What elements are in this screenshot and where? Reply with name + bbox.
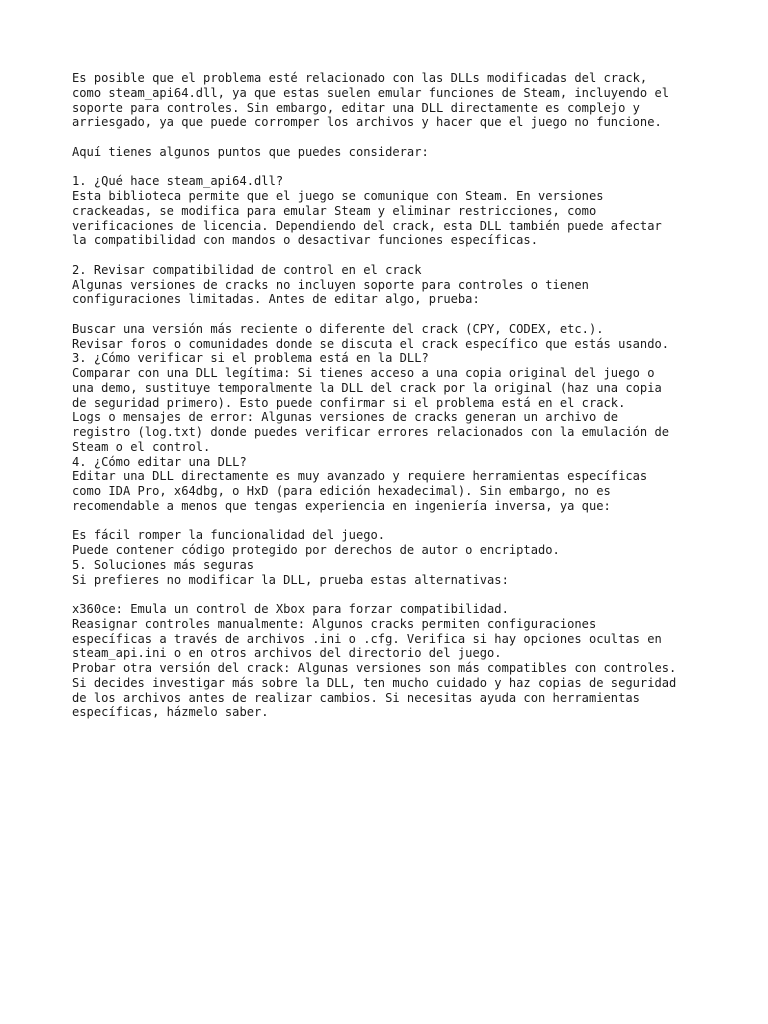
blank-line <box>72 514 722 529</box>
text-line: recomendable a menos que tengas experiencia en ingeniería inversa, ya que: <box>72 498 611 513</box>
text-line: 1. ¿Qué hace steam_api64.dll? <box>72 174 284 189</box>
text-line: crackeadas, se modifica para emular Steam y eliminar restricciones, como <box>72 203 597 218</box>
paragraph <box>72 263 722 307</box>
text-line: registro (log.txt) donde puedes verificar errores relacionados con la emulación de <box>72 425 670 439</box>
text-line: como steam_api64.dll, ya que estas suelen emular funciones de Steam, incluyendo el <box>72 85 670 100</box>
paragraph <box>72 602 722 720</box>
text-line: Probar otra versión del crack: Algunas versiones son más compatibles con controles. <box>72 661 677 675</box>
text-line: Editar una DLL directamente es muy avanzado y requiere herramientas específicas <box>72 469 648 484</box>
blank-line <box>72 130 722 145</box>
text-line: 3. ¿Cómo verificar si el problema está en la DLL? <box>72 351 429 366</box>
text-line: 5. Soluciones más seguras <box>72 557 255 572</box>
text-line: Puede contener código protegido por derechos de autor o encriptado. <box>72 543 560 557</box>
document-body <box>72 71 722 720</box>
text-line: como IDA Pro, x64dbg, o HxD (para edición hexadecimal). Sin embargo, no es <box>72 484 611 498</box>
text-line: específicas, házmelo saber. <box>72 705 269 720</box>
text-line: específicas a través de archivos .ini o .cfg. Verifica si hay opciones ocultas en <box>72 631 662 646</box>
paragraph <box>72 174 722 248</box>
text-line: una demo, sustituye temporalmente la DLL del crack por la original (haz una copia <box>72 380 662 395</box>
text-line: configuraciones limitadas. Antes de editar algo, prueba: <box>72 292 480 307</box>
text-line: arriesgado, ya que puede corromper los archivos y hacer que el juego no funcione. <box>72 115 662 130</box>
text-line: Revisar foros o comunidades donde se discuta el crack específico que estás usando. <box>72 336 670 351</box>
text-line: Si decides investigar más sobre la DLL, ten mucho cuidado y haz copias de seguridad <box>72 675 677 690</box>
paragraph <box>72 528 722 587</box>
text-line: Buscar una versión más reciente o diferente del crack (CPY, CODEX, etc.). <box>72 321 604 336</box>
paragraph <box>72 322 722 514</box>
text-line: Comparar con una DLL legítima: Si tienes acceso a una copia original del juego o <box>72 366 655 380</box>
blank-line <box>72 307 722 322</box>
text-line: Si prefieres no modificar la DLL, prueba estas alternativas: <box>72 572 509 587</box>
text-line: Steam o el control. <box>72 439 211 454</box>
text-line: 2. Revisar compatibilidad de control en el crack <box>72 262 422 277</box>
text-line: x360ce: Emula un control de Xbox para forzar compatibilidad. <box>72 602 509 616</box>
text-line: 4. ¿Cómo editar una DLL? <box>72 454 247 469</box>
blank-line <box>72 587 722 602</box>
text-line: Algunas versiones de cracks no incluyen soporte para controles o tienen <box>72 277 589 292</box>
paragraph <box>72 71 722 130</box>
text-line: Es fácil romper la funcionalidad del juego. <box>72 528 386 543</box>
text-line: Es posible que el problema esté relacionado con las DLLs modificadas del crack, <box>72 71 648 85</box>
text-line: soporte para controles. Sin embargo, editar una DLL directamente es complejo y <box>72 100 640 115</box>
text-line: de los archivos antes de realizar cambios. Si necesitas ayuda con herramientas <box>72 690 640 705</box>
text-line: Esta biblioteca permite que el juego se comunique con Steam. En versiones <box>72 189 604 203</box>
text-line: de seguridad primero). Esto puede confirmar si el problema está en el crack. <box>72 395 626 410</box>
text-line: steam_api.ini o en otros archivos del directorio del juego. <box>72 646 502 661</box>
paragraph <box>72 145 722 160</box>
text-line: verificaciones de licencia. Dependiendo del crack, esta DLL también puede afectar <box>72 218 662 233</box>
text-line: Aquí tienes algunos puntos que puedes considerar: <box>72 144 429 159</box>
text-line: Logs o mensajes de error: Algunas versiones de cracks generan un archivo de <box>72 410 619 425</box>
blank-line <box>72 248 722 263</box>
text-line: la compatibilidad con mandos o desactivar funciones específicas. <box>72 233 538 248</box>
text-line: Reasignar controles manualmente: Algunos cracks permiten configuraciones <box>72 616 597 631</box>
blank-line <box>72 160 722 175</box>
